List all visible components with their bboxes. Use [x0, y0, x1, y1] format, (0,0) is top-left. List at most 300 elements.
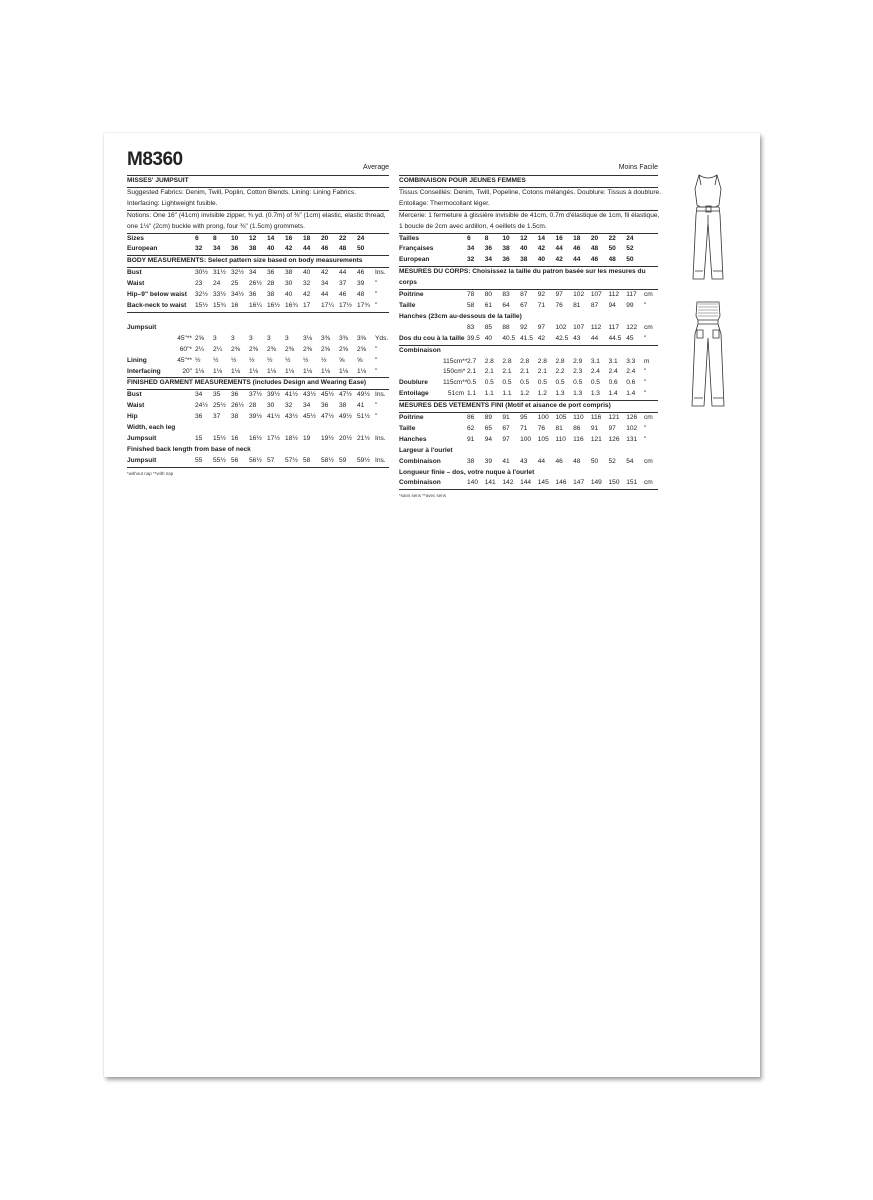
unit-cell: " [644, 368, 647, 376]
value-cell: 23 [195, 280, 203, 288]
finished-measurements-table [127, 390, 389, 423]
value-cell: 37½ [249, 391, 262, 399]
size-cell: 48 [609, 255, 627, 266]
table-row [399, 424, 658, 435]
size-cell: 20 [590, 234, 599, 242]
size-cell: 14 [537, 234, 546, 242]
value-cell: 86 [467, 414, 475, 422]
value-cell: 92 [537, 291, 546, 299]
size-cell: 14 [267, 234, 275, 242]
value-cell: 112 [590, 323, 602, 331]
value-cell: 62 [467, 424, 475, 432]
value-cell: 122 [626, 323, 638, 331]
row-label: Bust [127, 391, 142, 399]
value-cell: 1⅛ [249, 367, 267, 378]
value-cell: 1⅛ [285, 367, 303, 378]
unit-cell: " [375, 291, 378, 299]
value-cell: 17¼ [321, 301, 339, 312]
value-cell: 2.1 [467, 368, 477, 376]
size-cell: 18 [573, 234, 581, 242]
width-label-fr: Largeur à l'ourlet [399, 446, 453, 454]
value-cell: 51½ [357, 413, 370, 421]
finished-measurements-table-fr [399, 413, 658, 446]
size-table-fr [399, 234, 658, 268]
yardage-title: Jumpsuit [127, 323, 157, 331]
row-label: Taille [399, 424, 416, 432]
value-cell: 58½ [321, 456, 339, 467]
row-label: Interfacing [127, 367, 171, 378]
value-cell: 42.5 [555, 334, 573, 345]
body-measurements-table-fr [399, 290, 658, 312]
european-label: European [127, 244, 195, 255]
value-cell: 37 [339, 280, 347, 288]
value-cell: 116 [590, 414, 602, 422]
value-cell: 2.1 [484, 368, 494, 376]
size-cell: 42 [537, 245, 546, 253]
size-cell: 44 [555, 245, 563, 253]
value-cell: 81 [555, 424, 563, 432]
value-cell: 87 [520, 291, 528, 299]
value-cell: 2.8 [502, 357, 512, 365]
value-cell: 112 [608, 291, 620, 299]
value-cell: 2¼ [195, 345, 205, 353]
value-cell: 45 [626, 334, 644, 345]
width-table-fr [399, 457, 658, 468]
value-cell: 34 [303, 402, 311, 410]
value-cell: 150 [609, 478, 627, 489]
value-cell: 34 [321, 280, 329, 288]
value-cell: ½ [321, 356, 327, 364]
hips-label-fr: Hanches (23cm au-dessous de la taille) [399, 312, 522, 320]
value-cell: 94 [608, 301, 616, 309]
size-cell: 40 [538, 255, 556, 266]
value-cell: 36 [267, 269, 275, 277]
value-cell: 76 [555, 301, 563, 309]
value-cell: 2.4 [626, 368, 636, 376]
value-cell: 15½ [213, 434, 226, 442]
size-cell: 6 [195, 234, 199, 242]
pattern-code: M8360 [127, 149, 183, 170]
value-cell: 15½ [195, 301, 213, 312]
fabric-width: 20" [171, 367, 195, 378]
table-row [399, 323, 658, 334]
value-cell: 41 [502, 457, 510, 465]
value-cell: 61 [484, 301, 493, 309]
unit-cell: cm [644, 291, 653, 299]
value-cell: 39 [484, 457, 493, 465]
value-cell: 38 [267, 291, 275, 299]
value-cell: 1⅛ [321, 367, 339, 378]
value-cell: 100 [537, 414, 549, 422]
value-cell: ⅝ [339, 356, 345, 364]
table-row [399, 378, 658, 389]
value-cell: 43½ [285, 413, 298, 421]
size-cell: 38 [520, 255, 538, 266]
value-cell: 19 [303, 434, 311, 442]
size-cell: 22 [339, 234, 347, 242]
notions-line-2: one 1⅛" (2cm) buckle with prong, four ⅜" (1.5cm) grommets. [127, 222, 389, 234]
garment-title-fr: COMBINAISON POUR JEUNES FEMMES [399, 176, 658, 188]
size-cell: 16 [285, 234, 293, 242]
fabric-width: 45"** [177, 334, 192, 342]
table-row [399, 413, 658, 424]
unit-cell: cm [644, 323, 653, 331]
value-cell: 25½ [213, 402, 226, 410]
european-size-row [127, 244, 389, 255]
value-cell: 49½ [339, 413, 352, 421]
unit-cell: " [644, 389, 658, 400]
value-cell: 80 [484, 291, 493, 299]
value-cell: 1.1 [467, 389, 485, 400]
value-cell: 3 [249, 334, 253, 342]
size-cell: 46 [321, 244, 339, 255]
size-cell: 50 [626, 255, 644, 266]
row-label: Entoilage [399, 389, 443, 400]
value-cell: 1⅛ [267, 367, 285, 378]
value-cell: 110 [573, 414, 584, 422]
unit-cell: " [644, 379, 647, 387]
value-cell: 0.5 [590, 379, 600, 387]
value-cell: 117 [626, 291, 637, 299]
value-cell: ½ [231, 356, 237, 364]
value-cell: 39½ [267, 391, 280, 399]
value-cell: 35 [213, 391, 221, 399]
value-cell: 39.5 [467, 334, 485, 345]
notions-line-1-fr: Mercerie: 1 fermeture à glissière invisible de 41cm, 0.7m d'élastique de 1cm, fil élastique, [399, 211, 660, 219]
size-cell: 20 [321, 234, 329, 242]
value-cell: 42 [538, 334, 556, 345]
value-cell: 3.1 [608, 357, 618, 365]
size-cell: 18 [303, 234, 311, 242]
value-cell: 17¾ [357, 301, 375, 312]
value-cell: 34 [249, 269, 257, 277]
value-cell: 42 [303, 291, 311, 299]
value-cell: 3 [267, 334, 271, 342]
value-cell: 28 [267, 280, 275, 288]
value-cell: 110 [555, 435, 566, 443]
unit-cell: Ins. [375, 456, 389, 467]
value-cell: 102 [573, 291, 585, 299]
value-cell: 40 [485, 334, 503, 345]
value-cell: 56 [231, 456, 249, 467]
value-cell: 26½ [231, 402, 244, 410]
value-cell: ⅝ [357, 356, 363, 364]
size-cell: 46 [591, 255, 609, 266]
value-cell: 45½ [303, 413, 316, 421]
value-cell: 15 [195, 434, 203, 442]
value-cell: 58 [303, 456, 321, 467]
row-label: Hip [127, 413, 138, 421]
table-row [127, 367, 389, 378]
suggested-fabrics-fr: Tissus Conseillés: Denim, Twill, Popeline, Cotons mélangés. Doublure: Tissus à doublure. [399, 188, 662, 196]
fabric-width: 45"** [177, 356, 192, 364]
size-row [399, 244, 658, 255]
value-cell: 2⅝ [195, 334, 205, 342]
table-row [127, 279, 389, 290]
value-cell: 100 [520, 435, 532, 443]
value-cell: 24 [213, 280, 221, 288]
value-cell: 3 [213, 334, 217, 342]
row-label: Jumpsuit [127, 456, 195, 467]
size-cell: 36 [484, 245, 493, 253]
size-cell: 12 [249, 234, 257, 242]
notions-line-1: Notions: One 16" (41cm) invisible zipper, ¾ yd. (0.7m) of ⅜" (1cm) elastic, elastic thread, [127, 211, 386, 219]
table-row [127, 356, 389, 367]
value-cell: 30 [267, 402, 275, 410]
value-cell: 131 [626, 435, 638, 443]
value-cell: 121 [608, 414, 620, 422]
value-cell: 17 [303, 301, 321, 312]
value-cell: 41½ [285, 391, 298, 399]
size-cell: 38 [502, 245, 510, 253]
value-cell: 3⅜ [339, 334, 349, 342]
value-cell: 39½ [249, 413, 262, 421]
value-cell: 141 [485, 478, 503, 489]
fabric-width: 51cm [443, 389, 467, 400]
value-cell: 34½ [231, 291, 244, 299]
notions-line-2-fr: 1 boucle de 2cm avec ardillon, 4 oeillets de 1.5cm. [399, 222, 658, 234]
value-cell: 2⅜ [285, 345, 295, 353]
value-cell: 16¾ [285, 301, 303, 312]
length-label-fr: Longueur finie – dos, votre nuque à l'ourlet [399, 468, 535, 476]
value-cell: 102 [626, 424, 638, 432]
value-cell: 49½ [357, 391, 370, 399]
size-cell: 46 [573, 245, 581, 253]
fabric-width: 60"* [179, 345, 192, 353]
value-cell: 76 [537, 424, 546, 432]
value-cell: 19½ [321, 434, 334, 442]
table-row [399, 367, 658, 378]
table-row [127, 290, 389, 301]
value-cell: 28 [249, 402, 257, 410]
row-label: Bust [127, 269, 142, 277]
size-cell: 12 [520, 234, 528, 242]
fabric-width: 150cm* [443, 368, 466, 376]
value-cell: 2¼ [213, 345, 223, 353]
length-table-fr [399, 478, 658, 490]
value-cell: 36 [195, 413, 203, 421]
value-cell: 36 [249, 291, 257, 299]
row-label: Taille [399, 301, 416, 309]
value-cell: 85 [484, 323, 493, 331]
value-cell: 65 [484, 424, 493, 432]
value-cell: 1.2 [538, 389, 556, 400]
value-cell: 24½ [195, 402, 208, 410]
value-cell: 64 [502, 301, 510, 309]
value-cell: 1⅛ [303, 367, 321, 378]
value-cell: 1.1 [502, 389, 520, 400]
value-cell: 15¾ [213, 301, 231, 312]
row-label: Combinaison [399, 457, 441, 465]
value-cell: 41 [357, 402, 365, 410]
size-cell: 42 [555, 255, 573, 266]
body-measurements-table [127, 268, 389, 313]
size-cell: 38 [249, 244, 267, 255]
value-cell: 59 [339, 456, 357, 467]
jumpsuit-back-sketch [687, 298, 729, 410]
row-label: Hip–9" below waist [127, 291, 187, 299]
suggested-fabrics: Suggested Fabrics: Denim, Twill, Poplin, Cotton Blends. Lining: Lining Fabrics. [127, 188, 356, 196]
english-header [127, 149, 389, 176]
value-cell: 42 [321, 269, 329, 277]
size-cell: 48 [590, 245, 599, 253]
value-cell: 38 [231, 413, 239, 421]
size-cell: 50 [608, 245, 616, 253]
size-cell: 32 [195, 244, 213, 255]
value-cell: 89 [484, 414, 493, 422]
value-cell: 48 [573, 457, 581, 465]
difficulty-label: Average [363, 164, 389, 172]
unit-cell: Ins. [375, 434, 386, 442]
size-cell: 36 [502, 255, 520, 266]
value-cell: 16½ [267, 301, 285, 312]
table-row [127, 390, 389, 401]
value-cell: 41½ [267, 413, 280, 421]
value-cell: 107 [590, 291, 602, 299]
footnote-fr: *sans sens **avec sens [399, 493, 447, 499]
value-cell: 16 [231, 301, 249, 312]
width-label: Width, each leg [127, 424, 176, 432]
yardage-table-fr [399, 357, 658, 402]
value-cell: 142 [502, 478, 520, 489]
size-cell: 34 [467, 245, 475, 253]
value-cell: 94 [484, 435, 493, 443]
width-table [127, 434, 389, 445]
value-cell: 151 [626, 478, 644, 489]
value-cell: 147 [573, 478, 591, 489]
size-cell: 16 [555, 234, 563, 242]
unit-cell: cm [644, 414, 653, 422]
value-cell: 38 [339, 402, 347, 410]
value-cell: 26½ [249, 280, 262, 288]
french-header [399, 153, 658, 176]
unit-cell: " [644, 435, 647, 443]
value-cell: 97 [555, 291, 563, 299]
unit-cell: Ins. [375, 269, 386, 277]
row-label: Waist [127, 280, 145, 288]
value-cell: 20½ [339, 434, 352, 442]
value-cell: 97 [502, 435, 510, 443]
value-cell: 116 [573, 435, 584, 443]
value-cell: 44 [537, 457, 546, 465]
value-cell: 67 [502, 424, 510, 432]
value-cell: 40 [285, 291, 293, 299]
value-cell: 91 [502, 414, 510, 422]
value-cell: 31½ [213, 269, 226, 277]
size-cell: 44 [303, 244, 321, 255]
table-row [399, 290, 658, 301]
value-cell: ½ [213, 356, 219, 364]
size-row [399, 234, 658, 245]
value-cell: 3⅝ [357, 334, 367, 342]
unit-cell: m [644, 357, 650, 365]
table-row [399, 301, 658, 312]
value-cell: 0.5 [537, 379, 547, 387]
value-cell: 92 [520, 323, 528, 331]
english-column [127, 149, 389, 477]
value-cell: 54 [626, 457, 634, 465]
value-cell: 2.7 [467, 357, 477, 365]
table-row [399, 478, 658, 489]
value-cell: 57½ [285, 456, 303, 467]
value-cell: 2⅜ [267, 345, 277, 353]
value-cell: 2⅝ [339, 345, 349, 353]
unit-cell: cm [644, 478, 658, 489]
value-cell: 71 [520, 424, 528, 432]
size-cell: 52 [626, 245, 634, 253]
value-cell: 36 [321, 402, 329, 410]
row-label: Poitrine [399, 291, 424, 299]
value-cell: 0.5 [484, 379, 494, 387]
value-cell: 149 [591, 478, 609, 489]
value-cell: 57 [267, 456, 285, 467]
unit-cell: " [644, 334, 658, 345]
interfacing-note-fr: Entoilage: Thermocollant léger. [399, 199, 658, 211]
value-cell: 145 [538, 478, 556, 489]
value-cell: 107 [573, 323, 585, 331]
value-cell: 97 [537, 323, 546, 331]
table-row [127, 412, 389, 423]
value-cell: 1⅛ [195, 367, 213, 378]
row-label [127, 334, 171, 345]
sizes-label: European [399, 255, 467, 266]
value-cell: 43½ [303, 391, 316, 399]
value-cell: 0.5 [555, 379, 565, 387]
unit-cell: " [375, 356, 378, 364]
value-cell: 46 [555, 457, 563, 465]
value-cell: 121 [590, 435, 602, 443]
unit-cell: Yds. [375, 334, 389, 342]
size-cell: 48 [339, 244, 357, 255]
size-cell: 50 [357, 244, 375, 255]
value-cell: 81 [573, 301, 581, 309]
table-row [127, 456, 389, 467]
value-cell: 16 [231, 434, 239, 442]
value-cell: 50 [590, 457, 599, 465]
value-cell: 2.8 [484, 357, 494, 365]
value-cell: 126 [608, 435, 620, 443]
finished-measurements-title-fr: MESURES DES VETEMENTS FINI (Motif et aisance de port compris) [399, 401, 658, 413]
value-cell: 1.3 [591, 389, 609, 400]
unit-cell: " [375, 345, 378, 353]
value-cell: ½ [285, 356, 291, 364]
difficulty-label-fr: Moins Facile [618, 164, 658, 172]
footnote: *without nap **with nap [127, 470, 174, 476]
size-cell: 10 [502, 234, 510, 242]
value-cell: 1.4 [626, 389, 644, 400]
size-cell: 24 [357, 234, 365, 242]
row-label: Poitrine [399, 414, 424, 422]
value-cell: 0.6 [626, 379, 636, 387]
value-cell: 16¼ [249, 301, 267, 312]
value-cell: 91 [590, 424, 599, 432]
value-cell: 2⅝ [357, 345, 367, 353]
value-cell: 1.3 [555, 389, 573, 400]
value-cell: 44 [591, 334, 609, 345]
value-cell: 17½ [267, 434, 280, 442]
value-cell: 30 [285, 280, 293, 288]
value-cell: 91 [467, 435, 475, 443]
value-cell: 2.2 [555, 368, 565, 376]
row-label: Waist [127, 402, 145, 410]
value-cell: 144 [520, 478, 538, 489]
value-cell: 88 [502, 323, 510, 331]
length-label: Finished back length from base of neck [127, 445, 251, 453]
value-cell: 43 [573, 334, 591, 345]
value-cell: 44 [321, 291, 329, 299]
value-cell: 32½ [195, 291, 208, 299]
value-cell: 55½ [213, 456, 231, 467]
